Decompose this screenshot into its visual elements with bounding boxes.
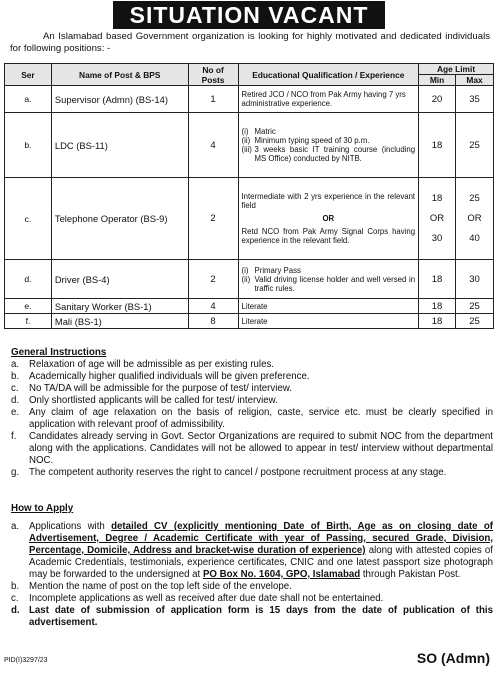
row-age-max: 30 [456,260,494,299]
row-age-min: 18 [419,113,456,178]
list-item [11,581,493,593]
publication-id: PID(I)3297/23 [4,657,48,664]
table-row [5,86,494,113]
list-marker: d. [11,605,20,616]
list-text: Mention the name of post on the top left side of the envelope. [29,581,292,592]
row-qualification [238,178,419,260]
header-no-of-posts: No of Posts [188,64,238,86]
apply-text: along with attested copies of Academic Credentials, testimonials, experience certificates, CNIC and one latest passport size photograph may be forwarded to the undersigned at [29,545,493,580]
header-post: Name of Post & BPS [51,64,188,86]
qualification-item: Matric [254,127,276,136]
row-age-max: 35 [456,86,494,113]
page-title: SITUATION VACANT [113,1,385,29]
row-age-max: 25 [456,113,494,178]
list-text [29,521,493,581]
list-item [11,605,493,629]
list-item [11,407,493,431]
list-item [11,593,493,605]
row-posts-count: 2 [188,260,238,299]
list-text: Last date of submission of application form is 15 days from the date of publication of this advertisement. [29,605,493,628]
qualification-marker: (iii) [241,145,252,154]
qualification-item: 3 weeks basic IT training course (including MS Office) conducted by NITB. [254,145,416,163]
row-post: LDC (BS-11) [51,113,188,178]
signature-office: SO (Admn) [416,650,490,666]
row-post: Supervisor (Admn) (BS-14) [51,86,188,113]
row-qualification [238,260,419,299]
row-ser: c. [5,178,52,260]
qualification-item: Valid driving license holder and well versed in traffic rules. [254,274,416,293]
list-item [11,467,493,479]
row-post: Telephone Operator (BS-9) [51,178,188,260]
row-age-max: 25 [456,314,494,329]
age-max-or: OR [467,212,482,224]
row-age-min: 18 [419,314,456,329]
table-row [5,113,494,178]
list-marker: b. [11,371,20,382]
row-post: Driver (BS-4) [51,260,188,299]
list-marker: e. [11,407,20,418]
qualification-marker: (i) [241,265,249,275]
row-ser: d. [5,260,52,299]
row-ser: a. [5,86,52,113]
list-text: The competent authority reserves the right to cancel / postpone recruitment process at any stage. [29,467,447,478]
row-age-min: 20 [419,86,456,113]
row-post: Mali (BS-1) [51,314,188,329]
row-ser: e. [5,299,52,314]
row-posts-count: 4 [188,113,238,178]
row-age-max: 25 [456,299,494,314]
list-item [11,395,493,407]
list-text: Academically higher qualified individuals will be given preference. [29,371,310,382]
qualification-option-a: Intermediate with 2 yrs experience in the relevant field [241,192,416,210]
qualification-item: Minimum typing speed of 30 p.m. [254,136,370,145]
qualification-marker: (ii) [241,136,251,145]
positions-table [4,63,494,329]
list-marker: d. [11,395,20,406]
list-marker: g. [11,467,20,478]
po-box-address: PO Box No. 1604, GPO, Islamabad [202,569,361,580]
general-instructions-list [11,359,493,479]
row-posts-count: 1 [188,86,238,113]
table-row [5,314,494,329]
list-item [11,371,493,383]
list-marker: c. [11,593,19,604]
header-max: Max [456,75,494,86]
apply-text: through Pakistan Post. [360,569,461,580]
row-post: Sanitary Worker (BS-1) [51,299,188,314]
row-qualification: Literate [238,299,419,314]
list-item [11,431,493,467]
header-age-limit: Age Limit [419,64,494,75]
list-item [11,359,493,371]
age-max-value: 25 [469,192,480,204]
row-posts-count: 4 [188,299,238,314]
row-ser: b. [5,113,52,178]
list-text: Candidates already serving in Govt. Sector Organizations are required to submit NOC from the department along with the applications. Candidates will not be allowed to appear in test/ interview without departmental NOC. [29,431,493,466]
list-marker: f. [11,431,17,442]
row-age-min [419,178,456,260]
how-to-apply-list [11,521,493,629]
list-marker: b. [11,581,20,592]
table-row [5,260,494,299]
list-marker: a. [11,521,20,532]
header-ser: Ser [5,64,52,86]
list-item [11,521,493,581]
list-marker: c. [11,383,19,394]
list-text: No TA/DA will be admissible for the purpose of test/ interview. [29,383,292,394]
intro-paragraph: An Islamabad based Government organization is looking for highly motivated and dedicated individuals for following positions: - [10,31,490,54]
list-text: Only shortlisted applicants will be called for test/ interview. [29,395,278,406]
qualification-option-b: Retd NCO from Pak Army Signal Corps having experience in the relevant field. [241,227,416,245]
row-posts-count: 2 [188,178,238,260]
age-max-value: 40 [469,232,480,244]
list-text: Relaxation of age will be admissible as per existing rules. [29,359,275,370]
table-row [5,178,494,260]
row-qualification: Retired JCO / NCO from Pak Army having 7 yrs administrative experience. [238,86,419,113]
age-min-or: OR [429,212,445,224]
qualification-marker: (i) [241,127,249,136]
qualification-item: Primary Pass [254,265,301,275]
qualification-or: OR [322,214,335,223]
list-text: Incomplete applications as well as received after due date shall not be entertained. [29,593,384,604]
row-age-min: 18 [419,260,456,299]
row-age-min: 18 [419,299,456,314]
list-marker: a. [11,359,20,370]
qualification-marker: (ii) [241,274,251,284]
header-qualification: Educational Qualification / Experience [238,64,419,86]
apply-text: Applications with [29,521,112,532]
row-age-max [456,178,494,260]
table-row [5,299,494,314]
row-qualification: Literate [238,314,419,329]
cv-requirements: detailed CV (explicitly mentioning Date of Birth, Age as on closing date of Advertisement, Degree / Academic Certificate with year of Passing, secured Grade, Division, Percentage, Domicile, Address and bracket-wise duration of experience) [29,521,493,556]
age-min-value: 30 [431,232,443,244]
row-ser: f. [5,314,52,329]
list-text: Any claim of age relaxation on the basis of religion, caste, service etc. must be clearly specified in application with relevant proof of admissibility. [29,407,493,430]
list-item [11,383,493,395]
header-min: Min [419,75,456,86]
row-posts-count: 8 [188,314,238,329]
general-instructions-heading: General Instructions [11,347,107,358]
how-to-apply-heading: How to Apply [11,503,74,514]
row-qualification [238,113,419,178]
age-min-value: 18 [431,192,443,204]
